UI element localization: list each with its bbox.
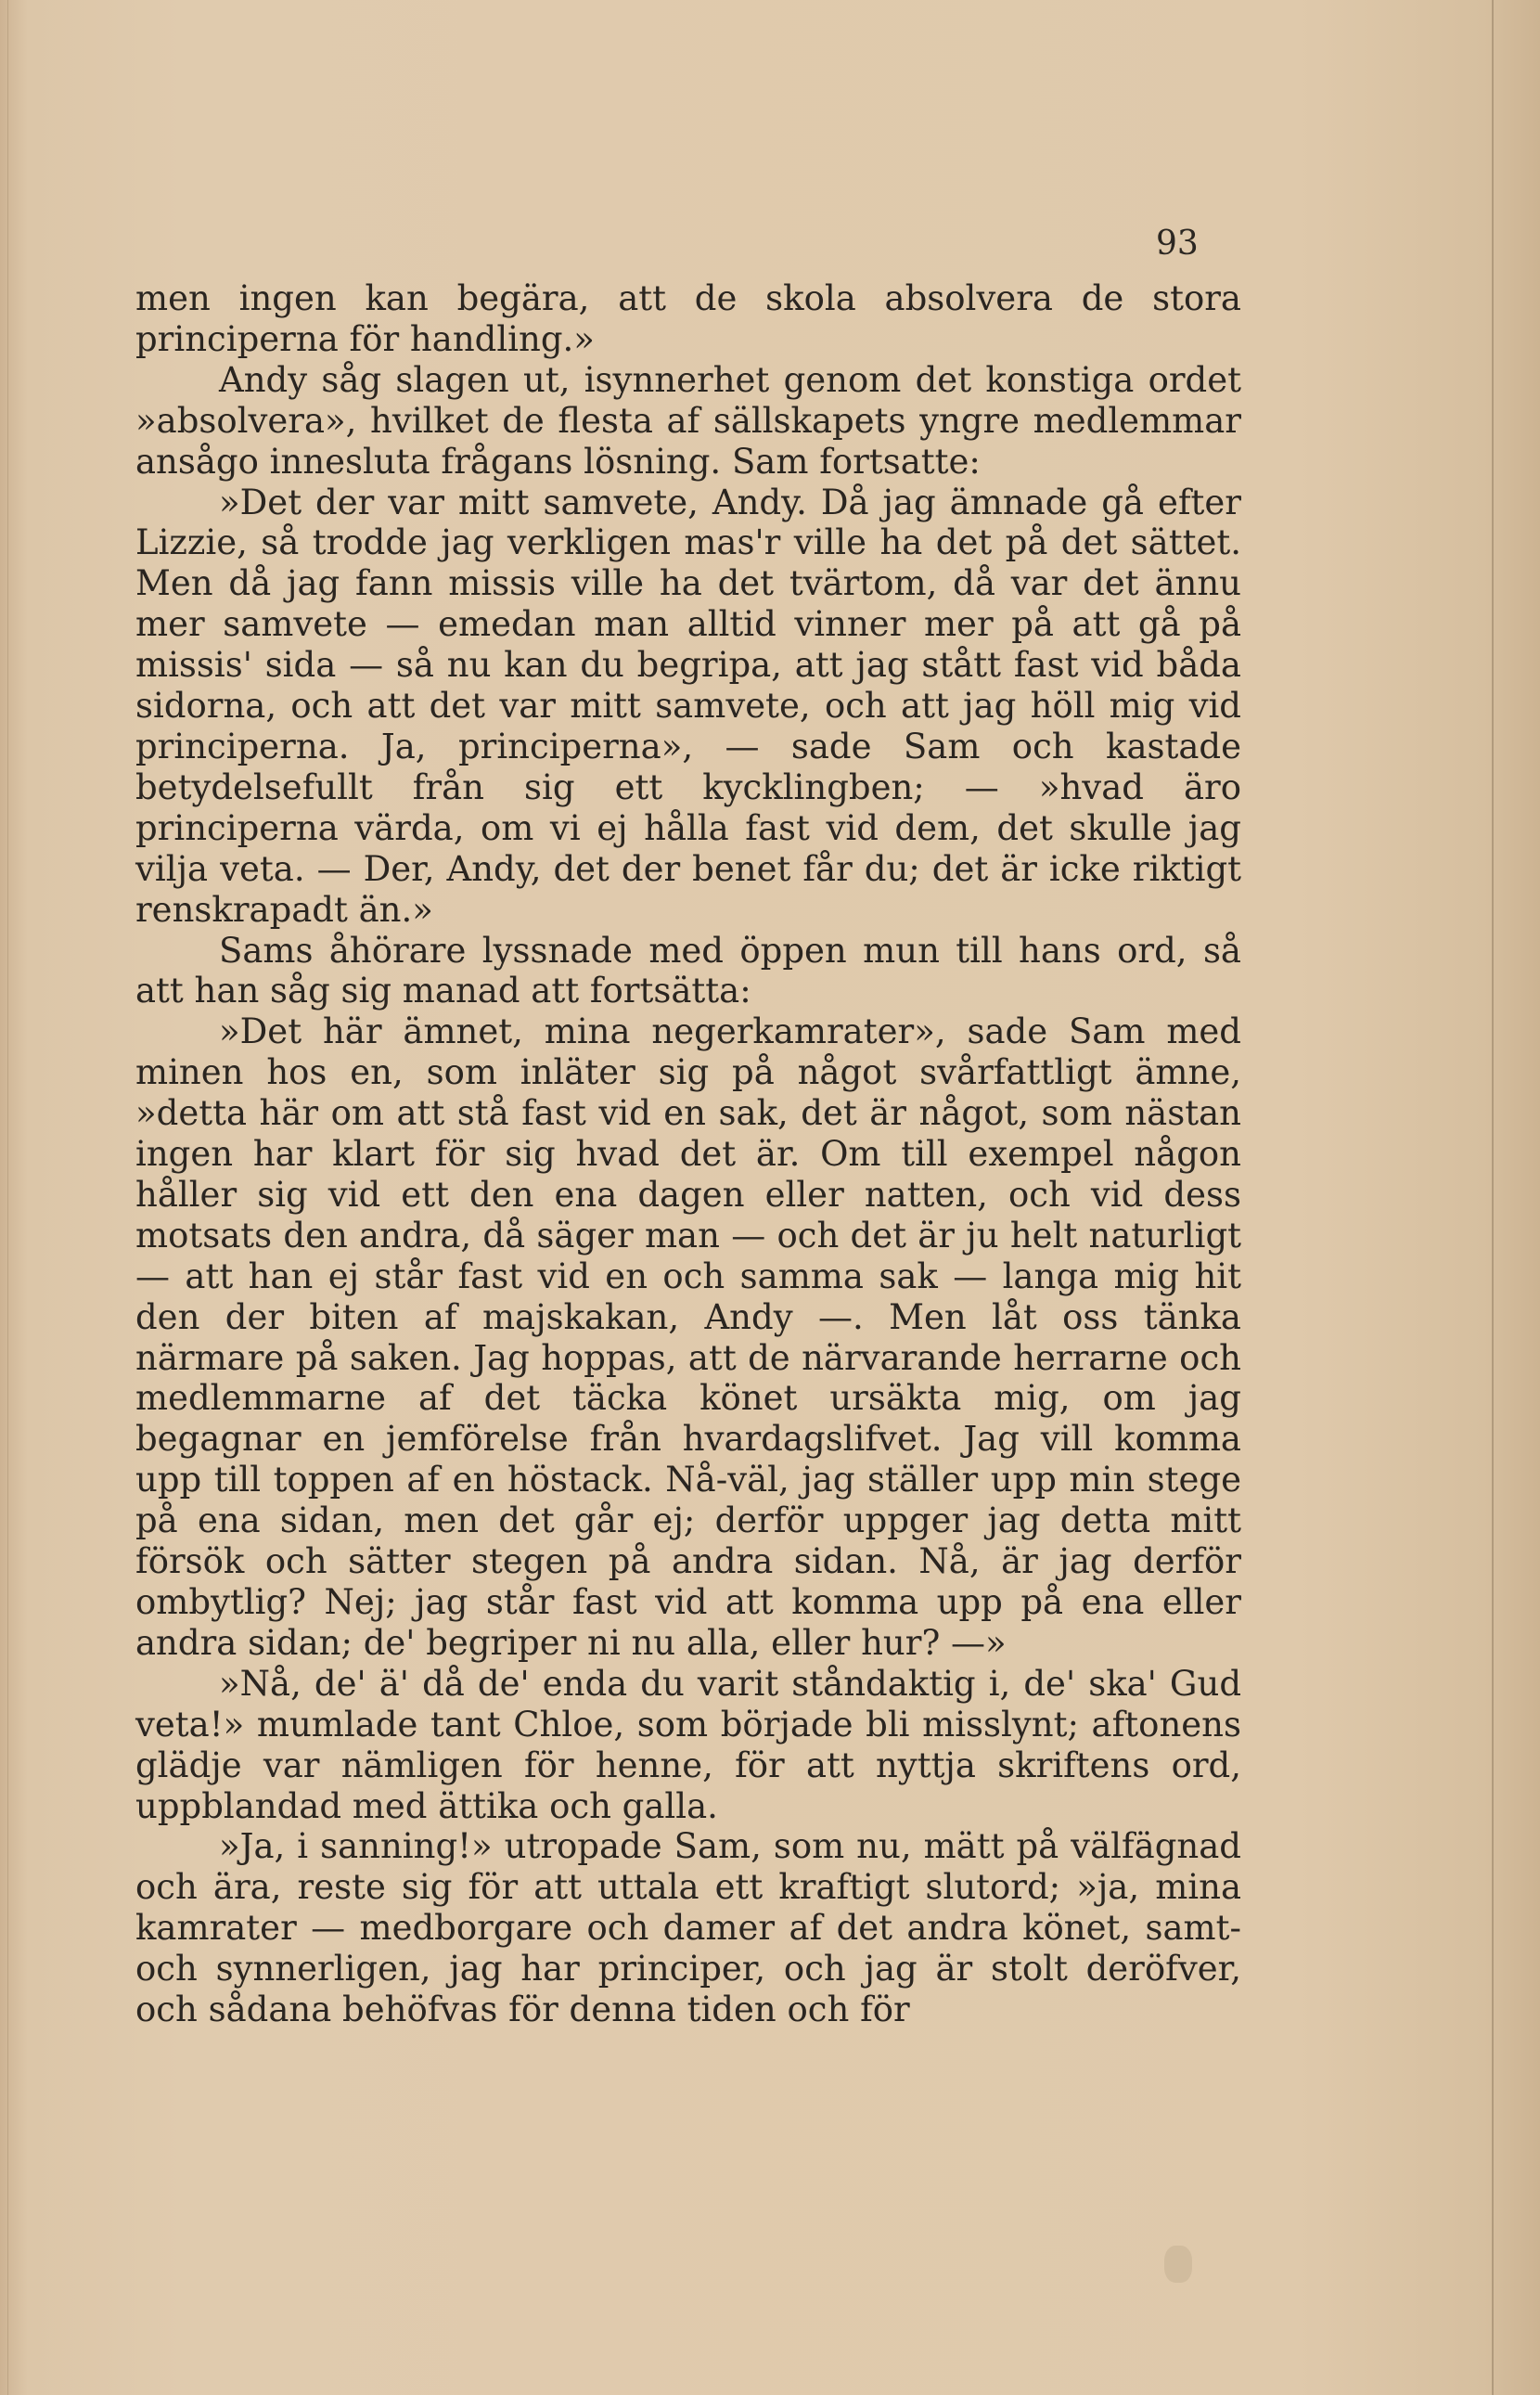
paragraph: Andy såg slagen ut, isynnerhet genom det konstiga ordet »absolvera», hvilket de flesta af sällskapets yngre medlemmar ansågo innesluta frågans lösning. Sam fortsatte: bbox=[135, 359, 1241, 482]
body-text bbox=[135, 278, 1241, 2030]
paragraph: Sams åhörare lyssnade med öppen mun till hans ord, så att han såg sig manad att fortsätta: bbox=[135, 930, 1241, 1011]
page-right-edge bbox=[1492, 0, 1494, 2395]
paragraph: »Nå, de' ä' då de' enda du varit ståndaktig i, de' ska' Gud veta!» mumlade tant Chloe, som började bli misslynt; aftonens glädje var nämligen för henne, för att nyttja skriftens ord, uppblandad med ättika och galla. bbox=[135, 1663, 1241, 1826]
ink-smudge bbox=[1164, 2246, 1192, 2283]
paragraph: men ingen kan begära, att de skola absolvera de stora principerna för handling.» bbox=[135, 278, 1241, 359]
page-left-edge bbox=[7, 0, 8, 2395]
paragraph: »Ja, i sanning!» utropade Sam, som nu, mätt på välfägnad och ära, reste sig för att uttala ett kraftigt slutord; »ja, mina kamrater — medborgare och damer af det andra könet, samt- och synnerligen, jag har principer, och jag är stolt deröfver, och sådana behöfvas för denna tiden och för bbox=[135, 1826, 1241, 2030]
paragraph: »Det här ämnet, mina negerkamrater», sade Sam med minen hos en, som inläter sig på något svårfattligt ämne, »detta här om att stå fast vid en sak, det är något, som nästan ingen har klart för sig hvad det är. Om till exempel någon håller sig vid ett den ena dagen eller natten, och vid dess motsats den andra, då säger man — och det är ju helt naturligt — att han ej står fast vid en och samma sak — langa mig hit den der biten af majskakan, Andy —. Men låt oss tänka närmare på saken. Jag hoppas, att de närvarande herrarne och medlemmarne af det täcka könet ursäkta mig, om jag begagnar en jemförelse från hvardagslifvet. Jag vill komma upp till toppen af en höstack. Nå-väl, jag ställer upp min stege på ena sidan, men det går ej; derför uppger jag detta mitt försök och sätter stegen på andra sidan. Nå, är jag derför ombytlig? Nej; jag står fast vid att komma upp på ena eller andra sidan; de' begriper ni nu alla, eller hur? —» bbox=[135, 1011, 1241, 1663]
paragraph: »Det der var mitt samvete, Andy. Då jag ämnade gå efter Lizzie, så trodde jag verkligen mas'r ville ha det på det sättet. Men då jag fann missis ville ha det tvärtom, då var det ännu mer samvete — emedan man alltid vinner mer på att gå på missis' sida — så nu kan du begripa, att jag stått fast vid båda sidorna, och att det var mitt samvete, och att jag höll mig vid principerna. Ja, principerna», — sade Sam och kastade betydelsefullt från sig ett kycklingben; — »hvad äro principerna värda, om vi ej hålla fast vid dem, det skulle jag vilja veta. — Der, Andy, det der benet får du; det är icke riktigt renskrapadt än.» bbox=[135, 482, 1241, 930]
page-number: 93 bbox=[1156, 225, 1199, 263]
